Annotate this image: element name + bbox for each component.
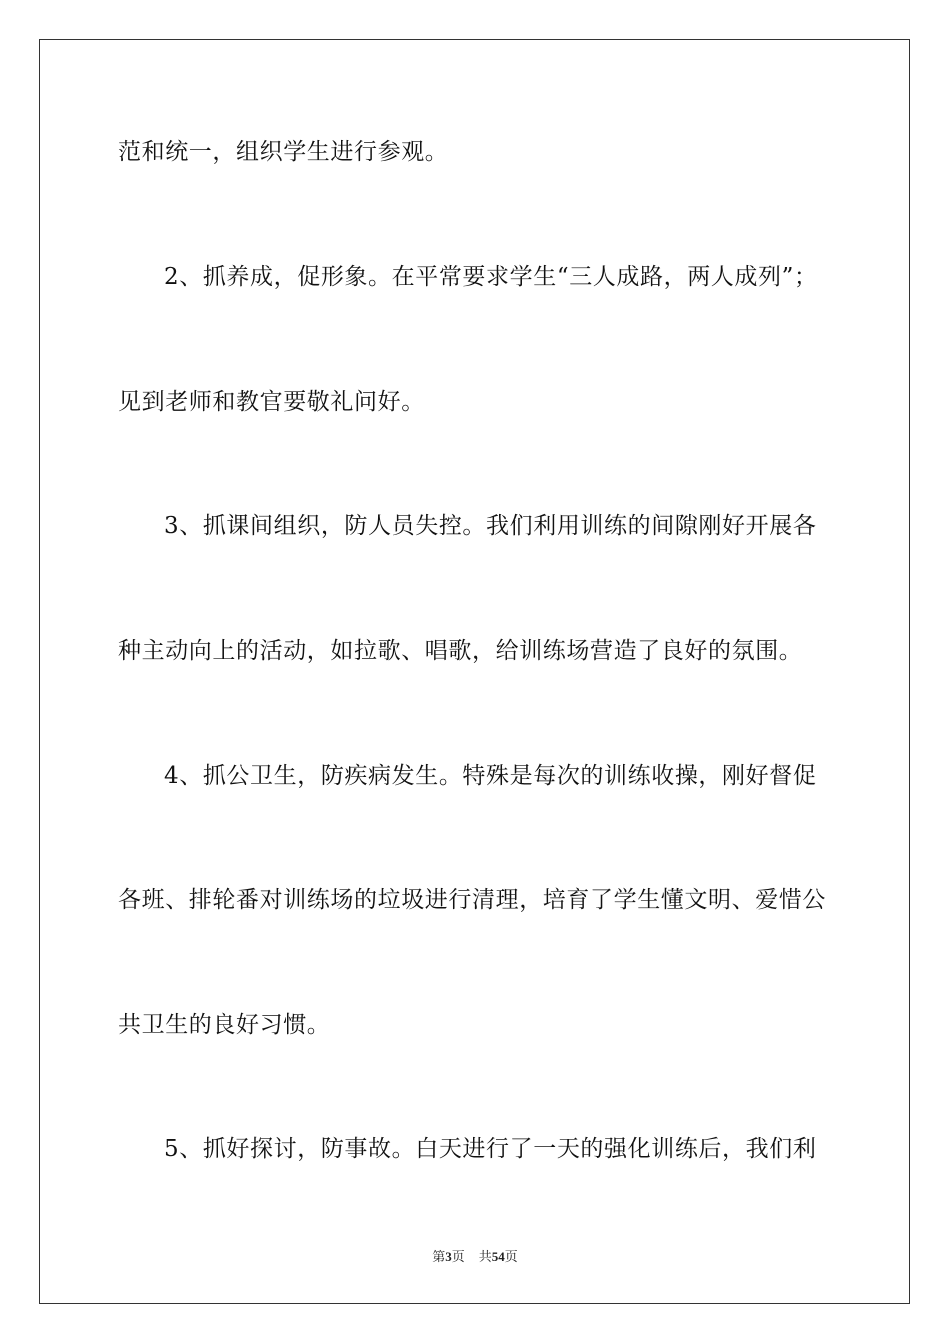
body-text-line: 见到老师和教官要敬礼问好。 (118, 389, 425, 415)
total-pages: 54 (491, 1249, 505, 1264)
total-prefix: 共 (478, 1249, 492, 1264)
body-text-line: 2、抓养成，促形象。在平常要求学生“三人成路，两人成列”； (164, 264, 818, 290)
page-number: 3 (445, 1249, 452, 1264)
body-text-line: 各班、排轮番对训练场的垃圾进行清理，培育了学生懂文明、爱惜公 (118, 887, 826, 913)
page-footer (0, 1248, 950, 1266)
body-text-line: 种主动向上的活动，如拉歌、唱歌，给训练场营造了良好的氛围。 (118, 638, 803, 664)
body-text-line: 3、抓课间组织，防人员失控。我们利用训练的间隙刚好开展各 (164, 513, 817, 539)
page-prefix: 第 (432, 1249, 446, 1264)
body-text-line: 共卫生的良好习惯。 (118, 1012, 331, 1038)
body-text-line: 4、抓公卫生，防疾病发生。特殊是每次的训练收操，刚好督促 (164, 763, 817, 789)
page-suffix: 页 (451, 1249, 465, 1264)
body-text-line: 范和统一，组织学生进行参观。 (118, 139, 449, 165)
body-text-line: 5、抓好探讨，防事故。白天进行了一天的强化训练后，我们利 (164, 1136, 817, 1162)
page-border (39, 39, 910, 1304)
total-suffix: 页 (504, 1249, 518, 1264)
